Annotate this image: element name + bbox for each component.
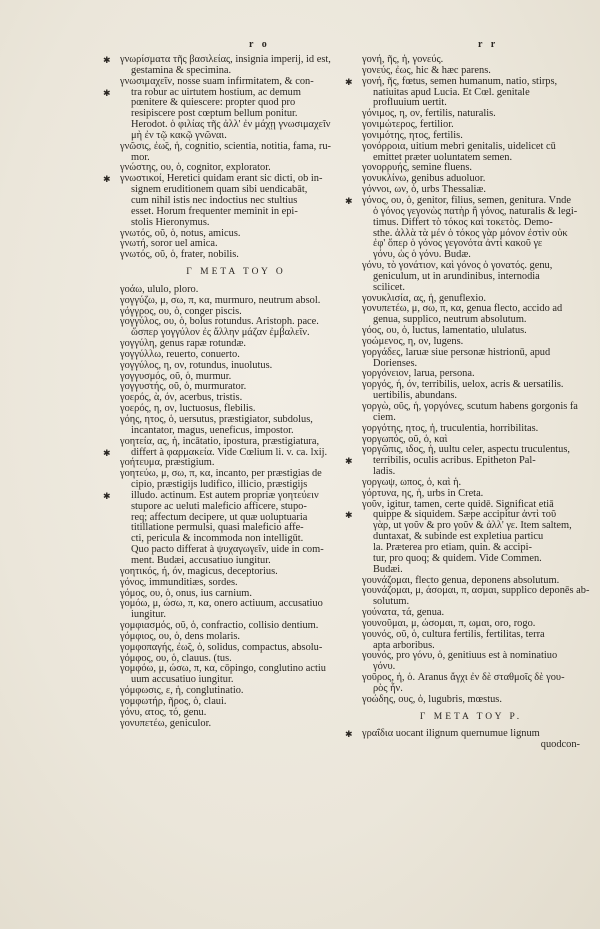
dictionary-line: profluuium uertit. xyxy=(373,97,447,109)
dictionary-line: ✱ terribilis, oculis acribus. Epitheton Pal- xyxy=(362,456,580,467)
dictionary-line: ὁ γόνος γεγονὼς πατὴρ ἢ γόνος, naturalis & legi- xyxy=(373,205,578,217)
dictionary-line: γόμφωσις, ε, ἡ, conglutinatio. xyxy=(120,685,244,697)
dictionary-line: γογγύλη, genus rapæ rotundæ. xyxy=(120,338,246,350)
dictionary-line: γνωτή, soror uel amica. xyxy=(120,238,218,250)
dictionary-line: γονή, ῆς, ἡ, γονεύς. xyxy=(362,54,444,65)
dictionary-line: ✱ γνωρίσματα τῆς βασιλείας, insignia imperij, id est, xyxy=(120,55,352,66)
dictionary-line: γουνός, pro γόνυ, ὁ, genitiuus est à nominatiuo xyxy=(362,650,558,662)
dictionary-line: γόμφιος, ου, ὁ, dens molaris. xyxy=(120,630,240,642)
section-heading: Γ ΜΕΤΑ ΤΟΥ Ρ. xyxy=(419,711,523,722)
dictionary-line: ὥσπερ γογγύλον ἐς ἄλλην μάζαν ἐμβαλεῖν. xyxy=(131,327,310,339)
dictionary-line: γονεύς, ἐως, hic & hæc parens. xyxy=(362,64,491,76)
dictionary-line: γόνυ. xyxy=(373,661,396,673)
dictionary-line: γογγύλλω, reuerto, conuerto. xyxy=(120,348,240,360)
dictionary-line: ✱ γόνος, ου, ὁ, genitor, filius, semen, genitura. Vnde xyxy=(362,196,580,207)
dictionary-line: γόνυ, ὡς ὁ γόνυ. Budæ. xyxy=(373,249,471,261)
dictionary-line: γοῦν, igitur, tamen, certe quidē. Significat etiā xyxy=(362,498,554,510)
dictionary-line: γόνιμος, η, ον, fertilis, naturalis. xyxy=(362,108,496,120)
dictionary-line: γόννοι, ων, ὁ, urbs Thessaliæ. xyxy=(362,184,486,196)
dictionary-line: mor. xyxy=(131,151,150,163)
section-heading: Γ ΜΕΤΑ ΤΟΥ Ο xyxy=(186,267,286,278)
dictionary-line: ✱ tra robur ac uirtutem hostium, ac demum xyxy=(120,88,352,99)
left-column xyxy=(120,55,352,729)
folio-right: r r xyxy=(478,39,499,50)
dictionary-line: ἐφ' ὅπερ ὁ γόνος γεγονότα ἀντὶ κακοῦ γε xyxy=(373,238,543,250)
dictionary-line: γὰρ, ut γοῦν & pro γοῦν & ἀλλ' γε. Item saltem, xyxy=(373,520,572,532)
dictionary-line: γογγυσμός, οῦ, ὁ, murmur. xyxy=(120,370,232,382)
dictionary-line: γούνατα, τά, genua. xyxy=(362,607,445,619)
dictionary-line: γοητικός, ή, όν, magicus, deceptorius. xyxy=(120,565,278,577)
dictionary-line: tur, pro quoq; & quidem. Vide Commen. xyxy=(373,552,542,564)
dictionary-line: γομφόω, μ, ώσω, π, κα, cōpingo, conglutino actiu xyxy=(120,663,326,675)
dictionary-line: γόνυ, τὸ γονάτιον, καὶ γόνος ὁ γονατός. genu, xyxy=(362,260,553,272)
dictionary-line: γοερός, ὰ, όν, acerbus, tristis. xyxy=(120,392,243,404)
dictionary-line: γόμφος, ου, ὁ, clauus. (tus. xyxy=(120,652,232,664)
dictionary-line: stupore ac ueluti maleficio afficere, stupo- xyxy=(131,500,307,512)
dictionary-line: la. Præterea pro etiam, quin. & accipi- xyxy=(373,541,532,553)
dictionary-line: γογγυστής, οῦ, ὁ, murmurator. xyxy=(120,381,247,393)
dictionary-line: ✱ γονή, ῆς, fœtus, semen humanum, natio, stirps, xyxy=(362,77,580,88)
dictionary-line: γοάω, ululo, ploro. xyxy=(120,283,199,295)
dictionary-line: apta arboribus. xyxy=(373,639,435,651)
dictionary-line: titillatione permulsi, quasi maleficio affe- xyxy=(131,522,304,534)
dictionary-line: γνωτός, οῦ, ὁ, notus, amicus. xyxy=(120,227,241,239)
dictionary-line: stolis Hieronymus. xyxy=(131,216,210,228)
dictionary-line: γόρτυνα, ης, ἡ, urbs in Creta. xyxy=(362,487,484,499)
dictionary-line: duntaxat, & subinde est expletiua particu xyxy=(373,531,544,543)
dictionary-line: γοργάδες, laruæ siue personæ histrionū, apud xyxy=(362,346,551,358)
dictionary-line: γοῦρος, ἡ, ὁ. Aranus ἄγχι ἐν δὲ σταθμοῖς δὲ γου- xyxy=(362,672,565,684)
dictionary-line: γοργωπός, οῦ, ὁ, καὶ xyxy=(362,433,448,445)
dictionary-line: γοργὼ, οῦς, ἡ, γοργόνες, scutum habens gorgonis fa xyxy=(362,401,578,412)
dictionary-line: cum nihil istis nec indoctius nec stultius xyxy=(131,194,298,206)
dictionary-line: γουνάζομαι, μ, άσομαι, π, ασμαι, supplico deponēs ab- xyxy=(362,585,590,597)
dictionary-line: γόγγρος, ου, ὁ, conger piscis. xyxy=(120,305,242,317)
dictionary-line: γομφωτήρ, ῆρος, ὁ, claui. xyxy=(120,695,227,707)
dictionary-line: γοώμενος, η, ον, lugens. xyxy=(362,335,464,347)
dictionary-line: quodcon- xyxy=(540,739,580,751)
dictionary-line: γονορρυής, semine fluens. xyxy=(362,162,472,174)
dictionary-line: γόνυ, ατος, τό, genu. xyxy=(120,706,207,718)
dictionary-line: γονιμώτερος, fertilior. xyxy=(362,119,454,131)
dictionary-line: γόνος, immunditiæs, sordes. xyxy=(120,576,238,588)
dictionary-line: uum accusatiuo iungitur. xyxy=(131,674,234,686)
dictionary-line: γοερός, η, ον, luctuosus, flebilis. xyxy=(120,403,256,415)
dictionary-line: Quo pacto differat à ψυχαγωγεῖν, uide in com- xyxy=(131,544,324,556)
dictionary-line: cipio, præstigijs ludifico, illicio, præstigijs xyxy=(131,479,308,491)
dictionary-line: genua, supplico, neutrum absolutum. xyxy=(373,314,527,326)
dictionary-line: γονυπετέω, μ, σω, π, κα, genua flecto, accido ad xyxy=(362,303,563,315)
dictionary-line: cti, pericula & incommoda non intelligūt. xyxy=(131,533,304,545)
dictionary-line: emittet præter uoluntatem semen. xyxy=(373,151,513,163)
dictionary-line: γνωσιμαχεῖν, nosse suam infirmitatem, & con- xyxy=(120,75,314,87)
folio-left: r o xyxy=(249,39,270,50)
dictionary-line: Dorienses. xyxy=(373,357,418,369)
dictionary-line: Budæi. xyxy=(373,563,403,575)
dictionary-line: incantator, magus, ueneficus, impostor. xyxy=(131,424,294,436)
dictionary-line: γονόρροια, uitium mebri genitalis, uidelicet cū xyxy=(362,140,556,152)
dictionary-line: ladis. xyxy=(373,466,396,478)
dictionary-line: Herodot. ὁ φιλίας τῆς ἀλλ' ἐν μάχῃ γνωσιμαχεῖν xyxy=(131,119,331,131)
dictionary-line: γόης, ητος, ὁ, uersutus, præstigiator, subdolus, xyxy=(120,414,313,425)
dictionary-line: γομόω, μ, ώσω, π, κα, onero actiuum, accusatiuo xyxy=(120,598,323,610)
dictionary-line: γογγύλος, ου, ὁ, bolus rotundus. Aristoph. pace. xyxy=(120,316,319,328)
dictionary-line: γομφιασμός, οῦ, ὁ, confractio, collisio dentium. xyxy=(120,620,319,632)
dictionary-line: pœnitere & quiescere: propter quod pro xyxy=(131,97,296,109)
dictionary-line: ✱ γνωστικοί, Heretici quidam erant sic dicti, ob in- xyxy=(120,174,352,185)
dictionary-line: geniculum, ut in arundinibus, internodia xyxy=(373,270,540,282)
dictionary-line: sthe. ἀλλὰ τὰ μέν ὁ τόκος γὰρ μόνον ἐστὶν οὐκ xyxy=(373,227,568,239)
dictionary-line: γουνάζομαι, flecto genua, deponens absolutum. xyxy=(362,574,560,586)
dictionary-line: ρὸς ἦν. xyxy=(373,682,403,694)
dictionary-line: γοργωψ, ωπος, ὁ, καὶ ἡ. xyxy=(362,476,462,488)
dictionary-line: signem eruditionem quam sibi uendicabāt, xyxy=(131,184,308,196)
dictionary-line: γογγύζω, μ, σω, π, κα, murmuro, neutrum absol. xyxy=(120,294,321,306)
dictionary-line: γοργῶπις, ιδος, ἡ, uultu celer, aspectu truculentus, xyxy=(362,444,571,456)
dictionary-line: uertibilis, abundans. xyxy=(373,390,457,402)
dictionary-line: resipiscere post cœptum bellum ponitur. xyxy=(131,108,298,120)
dictionary-line: gestamina & specimina. xyxy=(131,64,232,76)
dictionary-line: γονιμότης, ητος, fertilis. xyxy=(362,129,463,141)
dictionary-line: γοήτευμα, præstigium. xyxy=(120,457,215,469)
dictionary-line: ✱ illudo. actinum. Est autem propriæ γοητεύειν xyxy=(120,491,352,502)
dictionary-line: γομφοπαγής, ἐω̃ς, ὁ, solidus, compactus, absolu- xyxy=(120,641,323,653)
dictionary-line: ✱ quippe & siquidem. Sæpe accipitur ἀντὶ τοῦ xyxy=(362,510,580,521)
dictionary-line: ✱ γραΐδια uocant ilignum quernumue lignum xyxy=(362,729,580,740)
dictionary-line: γοώδης, ους, ὁ, lugubris, mœstus. xyxy=(362,693,502,705)
dictionary-line: γονυκλίνω, genibus aduoluor. xyxy=(362,173,486,185)
dictionary-line: γουνοῦμαι, μ, ώσομαι, π, ωμαι, oro, rogo. xyxy=(362,617,536,629)
dictionary-line: γουνός, οῦ, ὁ, cultura fertilis, fertilitas, terra xyxy=(362,628,545,640)
dictionary-line: γονυπετέω, geniculor. xyxy=(120,717,212,729)
dictionary-line: iungitur. xyxy=(131,609,166,621)
dictionary-line: γογγύλος, η, ον, rotundus, inuolutus. xyxy=(120,359,273,371)
right-column xyxy=(362,54,590,751)
dictionary-line: γνώστης, ου, ὁ, cognitor, explorator. xyxy=(120,162,271,174)
dictionary-line: ment. Budæi, accusatiuo iungitur. xyxy=(131,554,271,566)
dictionary-line: ✱ differt à φαρμακεία. Vide Cœlium li. v. ca. lxij. xyxy=(120,448,352,459)
dictionary-line: γοητεύω, μ, σω, π, κα, incanto, per præstigias de xyxy=(120,468,322,480)
dictionary-line: γοητεία, ας, ἡ, incātatio, ipostura, præstigiatura, xyxy=(120,435,320,447)
dictionary-line: γοργός, ή, όν, terribilis, uelox, acris & uersatilis. xyxy=(362,379,564,391)
dictionary-line: solutum. xyxy=(373,596,410,608)
dictionary-line: γοργότης, ητος, ἡ, truculentia, horribilitas. xyxy=(362,422,539,434)
dictionary-line: γόμος, ου, ὁ, onus, ius carnium. xyxy=(120,587,252,599)
dictionary-line: natiuitas apud Lucia. Et Cœl. genitale xyxy=(373,86,530,98)
dictionary-line: γόος, ου, ὁ, luctus, lamentatio, ululatus. xyxy=(362,325,527,337)
dictionary-line: γνῶσις, ἐω̃ς, ἡ, cognitio, scientia, notitia, fama, ru- xyxy=(120,140,331,152)
dictionary-line: req; affectum decipere, ut quæ uoluptuaria xyxy=(131,511,308,523)
dictionary-line: ciem. xyxy=(373,411,396,423)
dictionary-line: γνωτός, οῦ, ὁ, frater, nobilis. xyxy=(120,249,239,261)
dictionary-line: μὴ ἐν τῷ κακῷ γνῶναι. xyxy=(131,129,227,141)
dictionary-line: γοργόνειον, larua, persona. xyxy=(362,368,475,380)
dictionary-line: timus. Differt τὸ τόκος καὶ τοκετὸς. Demo- xyxy=(373,216,553,228)
dictionary-line: γονυκλισία, ας, ἡ, genuflexio. xyxy=(362,292,487,304)
dictionary-line: esset. Horum frequenter meminit in epi- xyxy=(131,205,298,217)
dictionary-line: scilicet. xyxy=(373,281,406,293)
